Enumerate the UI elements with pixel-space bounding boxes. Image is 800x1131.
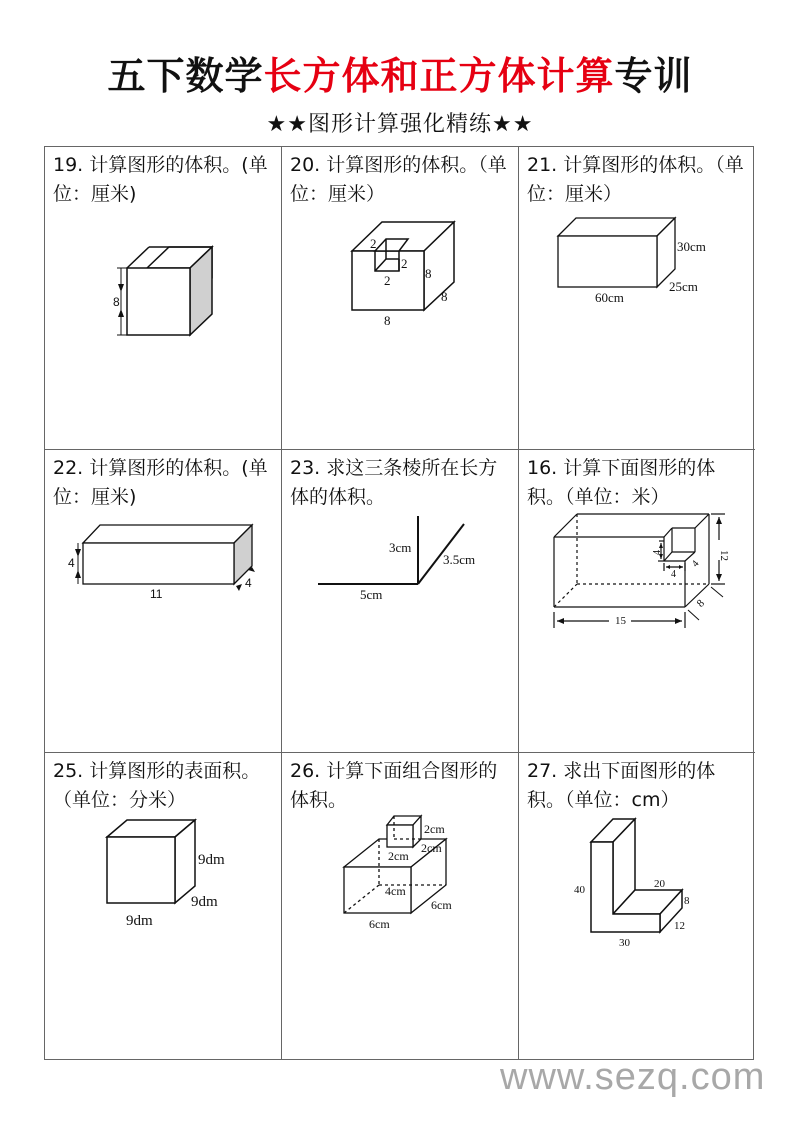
problem-text: 19. 计算图形的体积。(单位：厘米) bbox=[53, 154, 268, 205]
problem-text: 23. 求这三条棱所在长方体的体积。 bbox=[290, 457, 498, 508]
svg-text:4: 4 bbox=[671, 569, 676, 580]
svg-text:20: 20 bbox=[654, 878, 665, 890]
watermark: www.sezq.com bbox=[500, 1056, 766, 1098]
page-title bbox=[0, 52, 800, 100]
svg-text:60cm: 60cm bbox=[595, 290, 624, 305]
problem-text: 20. 计算图形的体积。（单位：厘米） bbox=[290, 154, 507, 205]
svg-text:4: 4 bbox=[245, 576, 252, 590]
svg-text:4: 4 bbox=[68, 556, 75, 570]
three-edges-figure bbox=[282, 450, 519, 753]
problem-19 bbox=[45, 147, 282, 450]
svg-text:8: 8 bbox=[441, 289, 448, 304]
svg-text:3.5cm: 3.5cm bbox=[443, 552, 476, 567]
svg-text:8: 8 bbox=[425, 266, 432, 281]
svg-text:8: 8 bbox=[384, 313, 391, 328]
problem-20 bbox=[282, 147, 519, 450]
svg-text:9dm: 9dm bbox=[191, 894, 218, 910]
svg-text:30: 30 bbox=[619, 937, 630, 949]
problem-text: 21. 计算图形的体积。（单位：厘米） bbox=[527, 154, 744, 205]
svg-text:2cm: 2cm bbox=[424, 822, 445, 836]
svg-text:3cm: 3cm bbox=[389, 540, 412, 555]
svg-text:12: 12 bbox=[674, 920, 685, 932]
svg-text:2: 2 bbox=[370, 236, 377, 251]
title-suffix: 专训 bbox=[614, 54, 693, 98]
cube-figure bbox=[45, 147, 282, 450]
cuboid-figure bbox=[519, 147, 755, 450]
svg-text:8: 8 bbox=[684, 895, 690, 907]
svg-text:2: 2 bbox=[401, 256, 408, 271]
problem-27 bbox=[519, 753, 755, 1059]
long-cuboid-figure bbox=[45, 450, 282, 753]
cuboid-minus-cube-figure bbox=[519, 450, 755, 753]
svg-text:30cm: 30cm bbox=[677, 239, 706, 254]
problem-21 bbox=[519, 147, 755, 450]
svg-text:12: 12 bbox=[718, 550, 730, 561]
svg-text:11: 11 bbox=[150, 587, 163, 601]
svg-text:15: 15 bbox=[615, 615, 626, 627]
problem-grid bbox=[44, 146, 754, 1060]
svg-text:25cm: 25cm bbox=[669, 279, 698, 294]
svg-text:5cm: 5cm bbox=[360, 587, 383, 602]
problem-26 bbox=[282, 753, 519, 1059]
problem-16 bbox=[519, 450, 755, 753]
svg-text:4cm: 4cm bbox=[385, 884, 406, 898]
problem-22 bbox=[45, 450, 282, 753]
cube-figure bbox=[45, 753, 282, 1059]
problem-23 bbox=[282, 450, 519, 753]
notched-cube-figure bbox=[282, 147, 519, 450]
title-highlight: 长方体和正方体计算 bbox=[263, 54, 615, 98]
svg-text:40: 40 bbox=[574, 884, 585, 896]
problem-text: 25. 计算图形的表面积。（单位：分米） bbox=[53, 760, 261, 811]
page-subtitle: ★★图形计算强化精练★★ bbox=[266, 112, 534, 137]
svg-text:2: 2 bbox=[384, 273, 391, 288]
svg-text:4: 4 bbox=[689, 558, 702, 570]
problem-text: 27. 求出下面图形的体积。（单位：cm） bbox=[527, 760, 716, 811]
svg-text:6cm: 6cm bbox=[431, 898, 452, 912]
svg-text:2cm: 2cm bbox=[421, 841, 442, 855]
svg-text:6cm: 6cm bbox=[369, 917, 390, 931]
svg-text:9dm: 9dm bbox=[198, 852, 225, 868]
stacked-cubes-figure bbox=[282, 753, 519, 1059]
l-shape-figure bbox=[519, 753, 755, 1059]
svg-text:8: 8 bbox=[694, 597, 708, 610]
problem-text: 26. 计算下面组合图形的体积。 bbox=[290, 760, 498, 811]
svg-text:8: 8 bbox=[113, 295, 120, 309]
svg-text:4: 4 bbox=[652, 550, 663, 555]
problem-text: 22. 计算图形的体积。(单位：厘米) bbox=[53, 457, 268, 508]
svg-text:9dm: 9dm bbox=[126, 913, 153, 929]
problem-text: 16. 计算下面图形的体积。（单位：米） bbox=[527, 457, 716, 508]
svg-text:2cm: 2cm bbox=[388, 849, 409, 863]
problem-25 bbox=[45, 753, 282, 1059]
title-prefix: 五下数学 bbox=[107, 54, 264, 98]
